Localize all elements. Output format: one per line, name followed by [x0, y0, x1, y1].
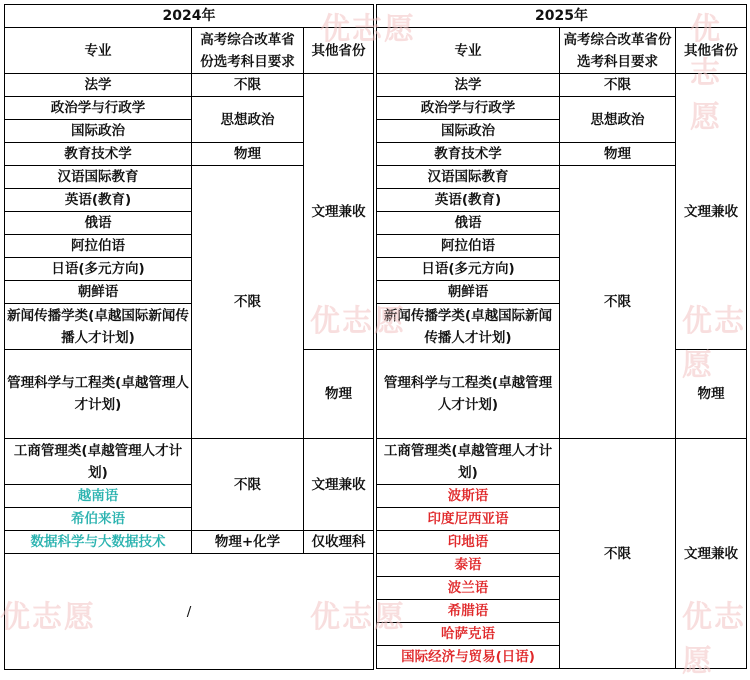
watermark: 优志愿 [310, 600, 406, 635]
major-cell: 教育技术学 [5, 143, 192, 166]
major-cell: 英语(教育) [5, 189, 192, 212]
requirement-cell: 不限 [192, 166, 304, 439]
other-provinces-header: 其他省份 [304, 28, 374, 74]
watermark: 优志愿 [682, 304, 746, 383]
major-header: 专业 [377, 28, 560, 74]
year-2025-header: 2025年 [377, 5, 747, 28]
watermark: 优志愿 [0, 600, 96, 635]
major-cell: 朝鲜语 [5, 281, 192, 304]
requirement-cell: 物理 [560, 143, 676, 166]
requirement-cell: 物理 [192, 143, 304, 166]
requirement-cell: 物理 [304, 350, 374, 439]
major-cell: 新闻传播学类(卓越国际新闻传播人才计划) [377, 304, 560, 350]
major-cell: 英语(教育) [377, 189, 560, 212]
requirement-cell: 不限 [560, 74, 676, 97]
major-cell: 工商管理类(卓越管理人才计划) [5, 439, 192, 485]
major-cell: 法学 [377, 74, 560, 97]
major-cell-new: 波斯语 [377, 485, 560, 508]
major-cell: 教育技术学 [377, 143, 560, 166]
major-cell: 管理科学与工程类(卓越管理人才计划) [5, 350, 192, 439]
major-cell: 阿拉伯语 [5, 235, 192, 258]
major-cell: 阿拉伯语 [377, 235, 560, 258]
requirement-cell: 不限 [192, 74, 304, 97]
other-provinces-cell: 文理兼收 [304, 74, 374, 350]
major-cell-new: 哈萨克语 [377, 623, 560, 646]
major-cell: 朝鲜语 [377, 281, 560, 304]
requirement-cell: 物理+化学 [192, 531, 304, 554]
major-cell: 俄语 [377, 212, 560, 235]
other-provinces-cell: 文理兼收 [676, 74, 747, 350]
major-cell-new: 印度尼西亚语 [377, 508, 560, 531]
other-provinces-cell: 文理兼收 [304, 439, 374, 531]
requirement-cell: 不限 [192, 439, 304, 531]
major-cell: 工商管理类(卓越管理人才计划) [377, 439, 560, 485]
major-cell: 政治学与行政学 [5, 97, 192, 120]
watermark: 优志愿 [310, 304, 406, 339]
major-cell-new: 波兰语 [377, 577, 560, 600]
major-cell: 日语(多元方向) [5, 258, 192, 281]
requirement-cell: 思想政治 [560, 97, 676, 143]
watermark: 优志愿 [682, 600, 746, 679]
major-cell-new: 印地语 [377, 531, 560, 554]
requirement-cell: 不限 [560, 166, 676, 439]
major-cell: 日语(多元方向) [377, 258, 560, 281]
major-cell: 俄语 [5, 212, 192, 235]
major-cell-new: 希腊语 [377, 600, 560, 623]
year-2024-header: 2024年 [5, 5, 374, 28]
requirement-cell: 不限 [560, 439, 676, 669]
major-cell: 国际政治 [377, 120, 560, 143]
other-provinces-cell: 仅收理科 [304, 531, 374, 554]
major-cell-new: 数据科学与大数据技术 [5, 531, 192, 554]
watermark: 优志愿 [320, 12, 416, 47]
reform-requirement-header: 高考综合改革省份选考科目要求 [192, 28, 304, 74]
major-cell-new: 越南语 [5, 485, 192, 508]
table-2024 [4, 4, 374, 670]
major-cell: 汉语国际教育 [5, 166, 192, 189]
major-cell: 新闻传播学类(卓越国际新闻传播人才计划) [5, 304, 192, 350]
major-cell-new: 国际经济与贸易(日语) [377, 646, 560, 669]
major-cell-new: 泰语 [377, 554, 560, 577]
requirement-cell: 物理 [676, 350, 747, 439]
requirement-cell: 思想政治 [192, 97, 304, 143]
other-provinces-header: 其他省份 [676, 28, 747, 74]
empty-cell: / [5, 554, 374, 670]
other-provinces-cell: 文理兼收 [676, 439, 747, 669]
major-cell: 国际政治 [5, 120, 192, 143]
major-cell-new: 希伯来语 [5, 508, 192, 531]
major-cell: 法学 [5, 74, 192, 97]
major-cell: 管理科学与工程类(卓越管理人才计划) [377, 350, 560, 439]
table-2025 [376, 4, 747, 669]
watermark: 优志愿 [690, 12, 722, 135]
major-cell: 政治学与行政学 [377, 97, 560, 120]
major-header: 专业 [5, 28, 192, 74]
major-cell: 汉语国际教育 [377, 166, 560, 189]
reform-requirement-header: 高考综合改革省份选考科目要求 [560, 28, 676, 74]
